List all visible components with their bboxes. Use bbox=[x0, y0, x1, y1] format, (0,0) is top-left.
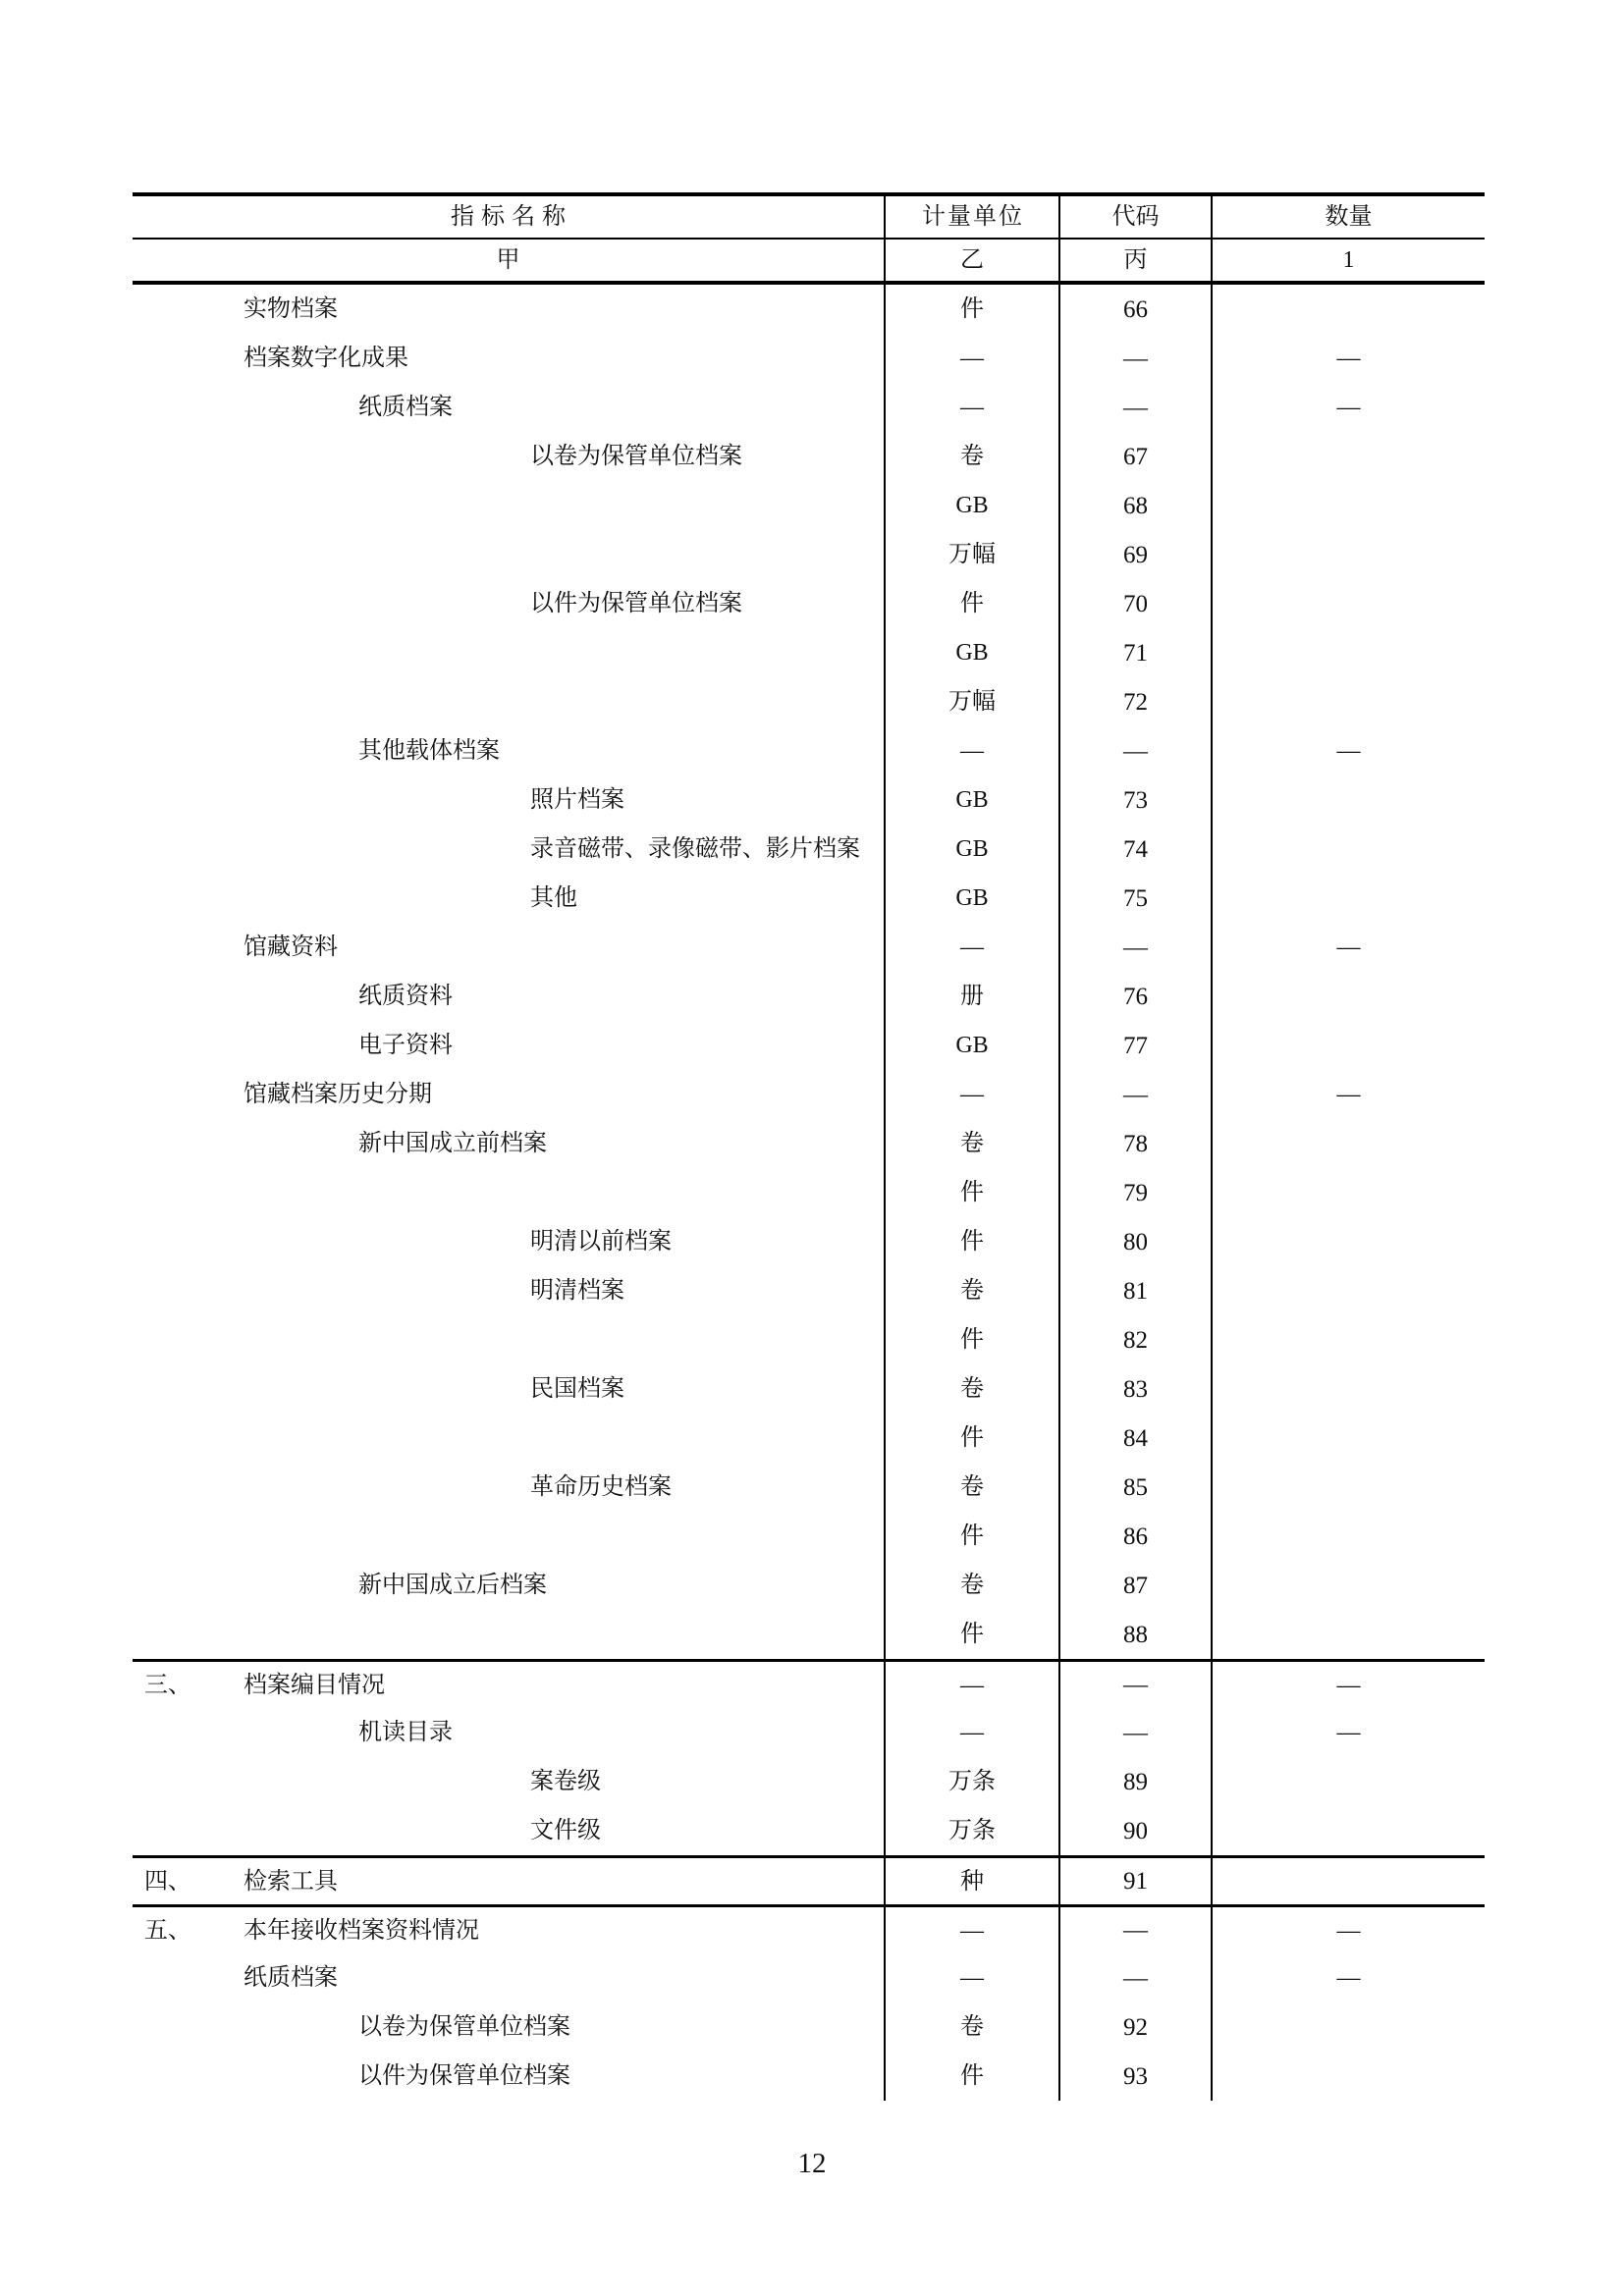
table-row bbox=[133, 1953, 1485, 2002]
quantity-cell: — bbox=[1336, 738, 1361, 764]
code-cell: 92 bbox=[1060, 2002, 1213, 2052]
table-row bbox=[133, 775, 1485, 825]
indicator-name: 电子资料 bbox=[358, 1033, 453, 1058]
quantity-cell: — bbox=[1336, 1965, 1361, 1991]
indicator-name-cell bbox=[133, 2052, 886, 2101]
indicator-name-cell bbox=[133, 530, 886, 579]
code-cell: — bbox=[1060, 383, 1213, 432]
table-row bbox=[133, 972, 1485, 1021]
indicator-name: 纸质资料 bbox=[358, 984, 453, 1009]
table-row bbox=[133, 1757, 1485, 1806]
subheader-bing: 丙 bbox=[1060, 240, 1213, 281]
indicator-name-cell bbox=[133, 432, 886, 481]
indicator-name: 其他载体档案 bbox=[358, 738, 500, 764]
table-row bbox=[133, 285, 1485, 334]
quantity-cell bbox=[1213, 825, 1485, 874]
indicator-name-cell bbox=[133, 677, 886, 726]
quantity-cell: — bbox=[1336, 934, 1361, 960]
indicator-name-cell bbox=[133, 1463, 886, 1512]
quantity-cell bbox=[1213, 2052, 1485, 2101]
indicator-name-cell bbox=[133, 1907, 886, 1953]
quantity-cell bbox=[1213, 1610, 1485, 1659]
code-cell: 71 bbox=[1060, 628, 1213, 677]
indicator-name: 机读目录 bbox=[358, 1720, 453, 1745]
indicator-name: 民国档案 bbox=[530, 1376, 624, 1402]
table-row bbox=[133, 1904, 1485, 1953]
unit-cell: 件 bbox=[886, 1217, 1060, 1266]
indicator-name: 馆藏资料 bbox=[244, 934, 338, 960]
quantity-cell bbox=[1213, 775, 1485, 825]
indicator-name: 照片档案 bbox=[530, 787, 624, 813]
indicator-name-cell bbox=[133, 628, 886, 677]
unit-cell: 卷 bbox=[886, 1266, 1060, 1315]
indicator-name-cell bbox=[133, 1364, 886, 1414]
code-cell: 91 bbox=[1060, 1858, 1213, 1904]
indicator-name-cell bbox=[133, 1662, 886, 1708]
unit-cell: 卷 bbox=[886, 1561, 1060, 1610]
indicator-name: 实物档案 bbox=[244, 296, 338, 322]
indicator-name-cell bbox=[133, 775, 886, 825]
header-quantity: 数量 bbox=[1325, 204, 1373, 230]
code-cell: 89 bbox=[1060, 1757, 1213, 1806]
indicator-name-cell bbox=[133, 1217, 886, 1266]
code-cell: 68 bbox=[1060, 481, 1213, 530]
table-row bbox=[133, 1659, 1485, 1708]
code-cell: — bbox=[1060, 334, 1213, 383]
code-cell: 79 bbox=[1060, 1168, 1213, 1217]
table-row bbox=[133, 530, 1485, 579]
unit-cell: 件 bbox=[886, 1610, 1060, 1659]
subheader-yi: 乙 bbox=[886, 240, 1060, 281]
indicator-name-cell bbox=[133, 481, 886, 530]
table-row bbox=[133, 677, 1485, 726]
unit-cell: 卷 bbox=[886, 1463, 1060, 1512]
unit-cell: GB bbox=[886, 825, 1060, 874]
code-cell: 69 bbox=[1060, 530, 1213, 579]
unit-cell: 件 bbox=[886, 1414, 1060, 1463]
code-cell: 93 bbox=[1060, 2052, 1213, 2101]
code-cell: 88 bbox=[1060, 1610, 1213, 1659]
quantity-cell bbox=[1213, 1806, 1485, 1855]
unit-cell: 件 bbox=[886, 1512, 1060, 1561]
code-cell: 83 bbox=[1060, 1364, 1213, 1414]
code-cell: 74 bbox=[1060, 825, 1213, 874]
code-cell: — bbox=[1060, 923, 1213, 972]
table-subheader-row bbox=[133, 240, 1485, 285]
code-cell: 81 bbox=[1060, 1266, 1213, 1315]
table-row bbox=[133, 1364, 1485, 1414]
indicator-name-cell bbox=[133, 1168, 886, 1217]
indicator-name-cell bbox=[133, 874, 886, 923]
table-row bbox=[133, 2052, 1485, 2101]
code-cell: 72 bbox=[1060, 677, 1213, 726]
indicator-name-cell bbox=[133, 726, 886, 775]
indicator-name: 明清档案 bbox=[530, 1278, 624, 1304]
indicator-name: 明清以前档案 bbox=[530, 1229, 672, 1255]
section-number: 四、 bbox=[144, 1868, 191, 1895]
table-row bbox=[133, 383, 1485, 432]
code-cell: — bbox=[1060, 1662, 1213, 1708]
table-row bbox=[133, 1414, 1485, 1463]
indicator-name: 检索工具 bbox=[244, 1868, 338, 1895]
unit-cell: GB bbox=[886, 775, 1060, 825]
page-number: 12 bbox=[797, 2148, 827, 2179]
quantity-cell: — bbox=[1336, 395, 1361, 420]
code-cell: — bbox=[1060, 1708, 1213, 1757]
quantity-cell bbox=[1213, 1021, 1485, 1070]
indicator-name-cell bbox=[133, 1070, 886, 1119]
code-cell: 66 bbox=[1060, 285, 1213, 334]
unit-cell: GB bbox=[886, 874, 1060, 923]
indicator-name: 以件为保管单位档案 bbox=[530, 591, 742, 616]
indicator-name-cell bbox=[133, 1953, 886, 2002]
indicator-name-cell bbox=[133, 1610, 886, 1659]
indicator-name: 纸质档案 bbox=[358, 395, 453, 420]
indicator-name-cell bbox=[133, 923, 886, 972]
section-number: 五、 bbox=[144, 1917, 191, 1944]
unit-cell: — bbox=[886, 1070, 1060, 1119]
quantity-cell bbox=[1213, 285, 1485, 334]
indicator-name: 档案数字化成果 bbox=[244, 346, 408, 371]
unit-cell: 万条 bbox=[886, 1757, 1060, 1806]
table-row bbox=[133, 825, 1485, 874]
indicator-name-cell bbox=[133, 1708, 886, 1757]
table-row bbox=[133, 481, 1485, 530]
quantity-cell bbox=[1213, 677, 1485, 726]
indicator-name-cell bbox=[133, 1021, 886, 1070]
indicator-name-cell bbox=[133, 2002, 886, 2052]
table-row bbox=[133, 1561, 1485, 1610]
indicator-name-cell bbox=[133, 579, 886, 628]
unit-cell: GB bbox=[886, 628, 1060, 677]
indicator-name-cell bbox=[133, 334, 886, 383]
indicator-name-cell bbox=[133, 825, 886, 874]
unit-cell: 卷 bbox=[886, 1119, 1060, 1168]
table-row bbox=[133, 1217, 1485, 1266]
code-cell: 82 bbox=[1060, 1315, 1213, 1364]
section-number: 三、 bbox=[144, 1672, 191, 1698]
table-row bbox=[133, 1463, 1485, 1512]
quantity-cell bbox=[1213, 1266, 1485, 1315]
unit-cell: — bbox=[886, 923, 1060, 972]
unit-cell: — bbox=[886, 334, 1060, 383]
quantity-cell: — bbox=[1336, 1672, 1361, 1698]
statistics-table bbox=[133, 192, 1485, 2101]
code-cell: 67 bbox=[1060, 432, 1213, 481]
table-body bbox=[133, 285, 1485, 2101]
table-row bbox=[133, 432, 1485, 481]
header-code: 代码 bbox=[1060, 196, 1213, 238]
indicator-name: 其他 bbox=[530, 885, 577, 911]
table-row bbox=[133, 923, 1485, 972]
indicator-name-cell bbox=[133, 1858, 886, 1904]
indicator-name: 新中国成立前档案 bbox=[358, 1131, 547, 1156]
unit-cell: 万幅 bbox=[886, 677, 1060, 726]
code-cell: 80 bbox=[1060, 1217, 1213, 1266]
quantity-cell: — bbox=[1336, 1720, 1361, 1745]
indicator-name-cell bbox=[133, 383, 886, 432]
unit-cell: GB bbox=[886, 1021, 1060, 1070]
quantity-cell bbox=[1213, 1119, 1485, 1168]
indicator-name: 以卷为保管单位档案 bbox=[530, 444, 742, 469]
table-row bbox=[133, 2002, 1485, 2052]
unit-cell: 件 bbox=[886, 579, 1060, 628]
table-row bbox=[133, 1021, 1485, 1070]
quantity-cell bbox=[1213, 1463, 1485, 1512]
unit-cell: 卷 bbox=[886, 1364, 1060, 1414]
code-cell: 86 bbox=[1060, 1512, 1213, 1561]
unit-cell: 卷 bbox=[886, 2002, 1060, 2052]
quantity-cell bbox=[1213, 628, 1485, 677]
indicator-name-cell bbox=[133, 285, 886, 334]
code-cell: 87 bbox=[1060, 1561, 1213, 1610]
code-cell: 73 bbox=[1060, 775, 1213, 825]
unit-cell: GB bbox=[886, 481, 1060, 530]
code-cell: 76 bbox=[1060, 972, 1213, 1021]
table-header-row bbox=[133, 196, 1485, 240]
indicator-name: 案卷级 bbox=[530, 1769, 601, 1794]
indicator-name: 录音磁带、录像磁带、影片档案 bbox=[530, 836, 860, 862]
indicator-name-cell bbox=[133, 1266, 886, 1315]
table-row bbox=[133, 874, 1485, 923]
table-row bbox=[133, 1708, 1485, 1757]
table-row bbox=[133, 1806, 1485, 1855]
quantity-cell bbox=[1213, 874, 1485, 923]
indicator-name: 文件级 bbox=[530, 1818, 601, 1843]
indicator-name: 馆藏档案历史分期 bbox=[244, 1082, 432, 1107]
code-cell: 70 bbox=[1060, 579, 1213, 628]
code-cell: — bbox=[1060, 1907, 1213, 1953]
quantity-cell bbox=[1213, 1315, 1485, 1364]
unit-cell: 件 bbox=[886, 1315, 1060, 1364]
quantity-cell bbox=[1213, 579, 1485, 628]
quantity-cell bbox=[1213, 432, 1485, 481]
table-row bbox=[133, 1168, 1485, 1217]
unit-cell: 万条 bbox=[886, 1806, 1060, 1855]
header-unit: 计量单位 bbox=[886, 196, 1060, 238]
table-row bbox=[133, 1119, 1485, 1168]
header-indicator-name: 指标名称 bbox=[133, 196, 886, 238]
code-cell: 90 bbox=[1060, 1806, 1213, 1855]
table-row bbox=[133, 726, 1485, 775]
indicator-name: 档案编目情况 bbox=[244, 1672, 385, 1698]
unit-cell: — bbox=[886, 383, 1060, 432]
unit-cell: — bbox=[886, 1907, 1060, 1953]
quantity-cell bbox=[1213, 1512, 1485, 1561]
indicator-name-cell bbox=[133, 1512, 886, 1561]
indicator-name-cell bbox=[133, 1414, 886, 1463]
table-row bbox=[133, 334, 1485, 383]
table-row bbox=[133, 1855, 1485, 1904]
quantity-cell bbox=[1213, 530, 1485, 579]
quantity-cell bbox=[1213, 1414, 1485, 1463]
indicator-name-cell bbox=[133, 1806, 886, 1855]
indicator-name: 以件为保管单位档案 bbox=[358, 2063, 570, 2089]
table-row bbox=[133, 1610, 1485, 1659]
indicator-name: 纸质档案 bbox=[244, 1965, 338, 1991]
unit-cell: 册 bbox=[886, 972, 1060, 1021]
table-row bbox=[133, 1266, 1485, 1315]
quantity-cell bbox=[1213, 1168, 1485, 1217]
code-cell: 85 bbox=[1060, 1463, 1213, 1512]
quantity-cell: — bbox=[1336, 1917, 1361, 1944]
quantity-cell: — bbox=[1336, 346, 1361, 371]
code-cell: 84 bbox=[1060, 1414, 1213, 1463]
unit-cell: — bbox=[886, 1708, 1060, 1757]
table-row bbox=[133, 579, 1485, 628]
unit-cell: — bbox=[886, 1953, 1060, 2002]
code-cell: — bbox=[1060, 726, 1213, 775]
unit-cell: 件 bbox=[886, 2052, 1060, 2101]
indicator-name-cell bbox=[133, 1757, 886, 1806]
subheader-jia: 甲 bbox=[133, 240, 886, 281]
quantity-cell: — bbox=[1336, 1082, 1361, 1107]
indicator-name-cell bbox=[133, 1119, 886, 1168]
unit-cell: 件 bbox=[886, 1168, 1060, 1217]
quantity-cell bbox=[1213, 1364, 1485, 1414]
unit-cell: — bbox=[886, 726, 1060, 775]
subheader-1: 1 bbox=[1342, 247, 1355, 273]
quantity-cell bbox=[1213, 481, 1485, 530]
table-row bbox=[133, 1512, 1485, 1561]
quantity-cell bbox=[1213, 1858, 1485, 1904]
quantity-cell bbox=[1213, 1561, 1485, 1610]
unit-cell: — bbox=[886, 1662, 1060, 1708]
quantity-cell bbox=[1213, 1757, 1485, 1806]
code-cell: 77 bbox=[1060, 1021, 1213, 1070]
indicator-name: 革命历史档案 bbox=[530, 1474, 672, 1500]
code-cell: — bbox=[1060, 1953, 1213, 2002]
code-cell: 78 bbox=[1060, 1119, 1213, 1168]
indicator-name-cell bbox=[133, 1561, 886, 1610]
table-row bbox=[133, 1070, 1485, 1119]
indicator-name-cell bbox=[133, 972, 886, 1021]
unit-cell: 种 bbox=[886, 1858, 1060, 1904]
table-row bbox=[133, 628, 1485, 677]
indicator-name: 以卷为保管单位档案 bbox=[358, 2014, 570, 2040]
unit-cell: 万幅 bbox=[886, 530, 1060, 579]
quantity-cell bbox=[1213, 2002, 1485, 2052]
code-cell: — bbox=[1060, 1070, 1213, 1119]
indicator-name: 本年接收档案资料情况 bbox=[244, 1917, 479, 1944]
indicator-name-cell bbox=[133, 1315, 886, 1364]
table-row bbox=[133, 1315, 1485, 1364]
quantity-cell bbox=[1213, 972, 1485, 1021]
quantity-cell bbox=[1213, 1217, 1485, 1266]
unit-cell: 卷 bbox=[886, 432, 1060, 481]
indicator-name: 新中国成立后档案 bbox=[358, 1573, 547, 1598]
unit-cell: 件 bbox=[886, 285, 1060, 334]
code-cell: 75 bbox=[1060, 874, 1213, 923]
